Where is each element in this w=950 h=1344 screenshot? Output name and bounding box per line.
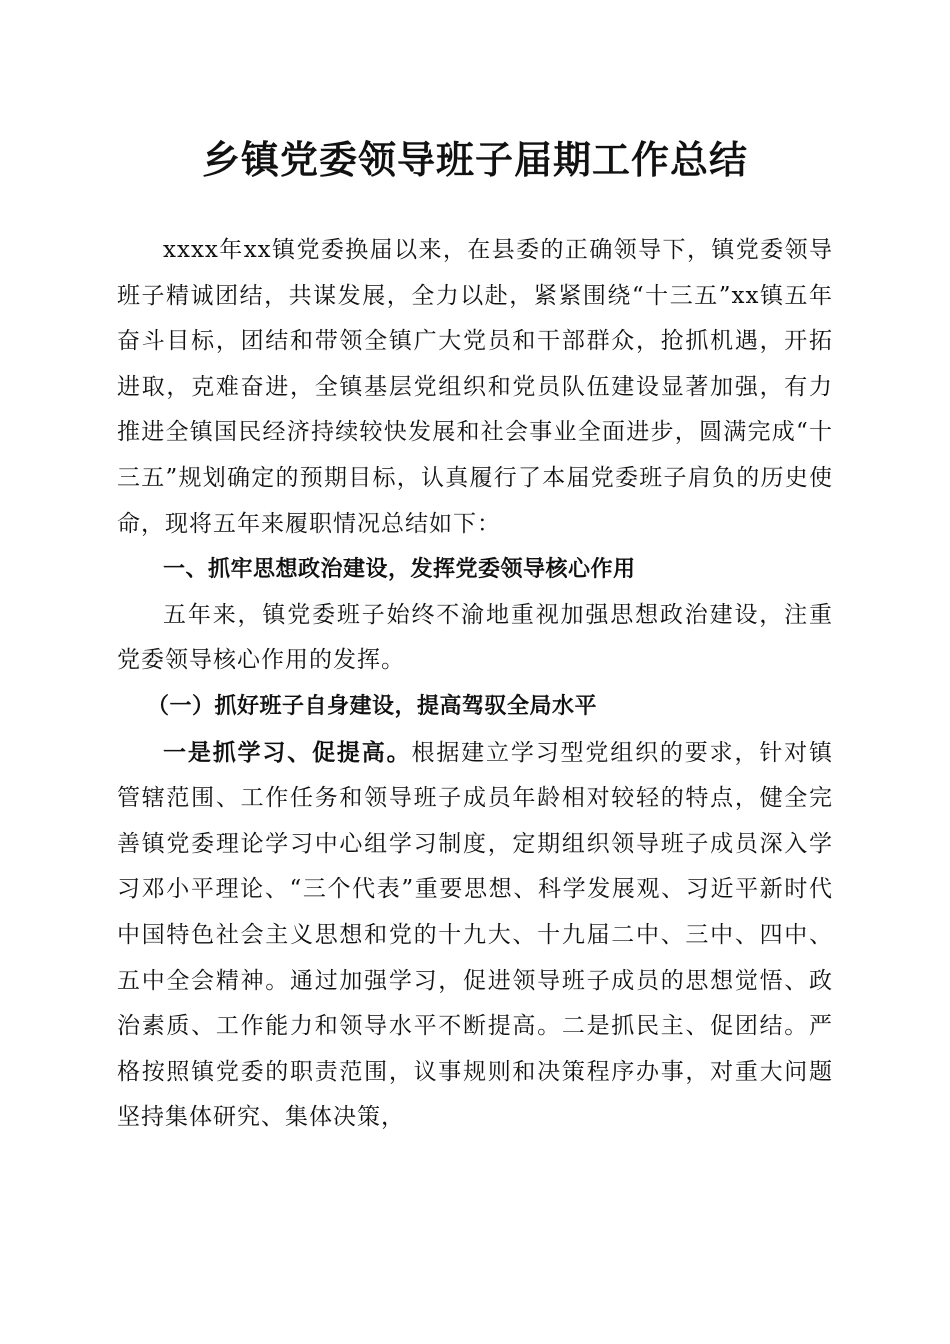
subsection-1-body: 根据建立学习型党组织的要求，针对镇管辖范围、工作任务和领导班子成员年龄相对较轻的特点，健全完善镇党委理论学习中心组学习制度，定期组织领导班子成员深入学习邓小平理论、“三个代表”重要思想、科学发展观、习近平新时代中国特色社会主义思想和党的十九大、十九届二中、三中、四中、五中全会精神。通过加强学习，促进领导班子成员的思想觉悟、政治素质、工作能力和领导水平不断提高。二是抓民主、促团结。严格按照镇党委的职责范围，议事规则和决策程序办事，对重大问题坚持集体研究、集体决策， (117, 739, 834, 1131)
intro-paragraph: xxxx年xx镇党委换届以来，在县委的正确领导下，镇党委领导班子精诚团结，共谋发展，全力以赴，紧紧围绕“十三五”xx镇五年奋斗目标，团结和带领全镇广大党员和干部群众，抢抓机遇，开拓进取，克难奋进，全镇基层党组织和党员队伍建设显著加强，有力推进全镇国民经济持续较快发展和社会事业全面进步，圆满完成“十三五”规划确定的预期目标，认真履行了本届党委班子肩负的历史使命，现将五年来履职情况总结如下： (117, 237, 833, 537)
document-title: 乡镇党委领导班子届期工作总结 (201, 138, 748, 182)
section-1-paragraph: 五年来，镇党委班子始终不渝地重视加强思想政治建设，注重党委领导核心作用的发挥。 (117, 601, 833, 674)
document-body (117, 228, 833, 1141)
subsection-1-paragraph (117, 730, 833, 1141)
subsection-1-lead: 一是抓学习、促提高。 (163, 738, 412, 766)
section-1-heading: 一、抓牢思想政治建设，发挥党委领导核心作用 (163, 557, 636, 583)
subsection-1-heading: （一）抓好班子自身建设，提高驾驭全局水平 (147, 692, 598, 719)
